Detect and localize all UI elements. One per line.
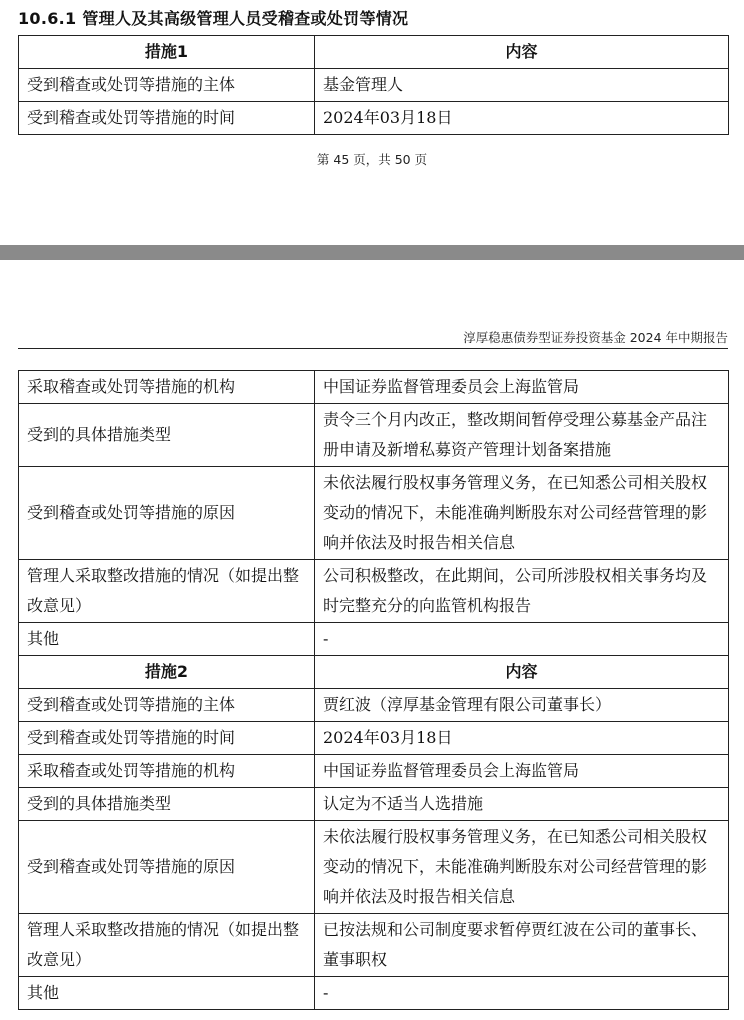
row-value: - (315, 623, 729, 656)
row-value: 责令三个月内改正，整改期间暂停受理公募基金产品注册申请及新增私募资产管理计划备案措施 (315, 404, 729, 467)
table-row (19, 560, 729, 623)
row-label: 受到的具体措施类型 (19, 788, 315, 821)
row-label: 受到稽查或处罚等措施的主体 (19, 689, 315, 722)
table-row (19, 69, 729, 102)
row-label: 受到稽查或处罚等措施的原因 (19, 467, 315, 560)
measure2-header: 措施2 (19, 656, 315, 689)
measure1-header: 措施1 (19, 36, 315, 69)
measure-table-part2 (18, 370, 729, 1010)
row-label: 采取稽查或处罚等措施的机构 (19, 755, 315, 788)
row-label: 其他 (19, 977, 315, 1010)
row-value: 未依法履行股权事务管理义务，在已知悉公司相关股权变动的情况下，未能准确判断股东对公司经营管理的影响并依法及时报告相关信息 (315, 821, 729, 914)
table-row (19, 722, 729, 755)
table-row (19, 102, 729, 135)
table-row (19, 689, 729, 722)
row-value: 中国证券监督管理委员会上海监管局 (315, 755, 729, 788)
row-label: 采取稽查或处罚等措施的机构 (19, 371, 315, 404)
table-header-row (19, 36, 729, 69)
table-row (19, 404, 729, 467)
table-row (19, 977, 729, 1010)
table-row (19, 371, 729, 404)
section-title: 10.6.1 管理人及其高级管理人员受稽查或处罚等情况 (18, 9, 409, 28)
table-row (19, 623, 729, 656)
row-value: 基金管理人 (315, 69, 729, 102)
row-label: 受到稽查或处罚等措施的主体 (19, 69, 315, 102)
table-row (19, 788, 729, 821)
page-separator (0, 245, 744, 260)
page-number: 第 45 页，共 50 页 (316, 152, 428, 167)
report-header: 淳厚稳惠债券型证券投资基金 2024 年中期报告 (463, 330, 728, 345)
content-header: 内容 (315, 656, 729, 689)
table-row (19, 755, 729, 788)
content-header: 内容 (315, 36, 729, 69)
row-value: 贾红波（淳厚基金管理有限公司董事长） (315, 689, 729, 722)
row-value: 未依法履行股权事务管理义务，在已知悉公司相关股权变动的情况下，未能准确判断股东对公司经营管理的影响并依法及时报告相关信息 (315, 467, 729, 560)
page-45 (0, 0, 744, 245)
header-rule (18, 348, 728, 349)
row-value: 公司积极整改，在此期间，公司所涉股权相关事务均及时完整充分的向监管机构报告 (315, 560, 729, 623)
table-header-row (19, 656, 729, 689)
row-label: 其他 (19, 623, 315, 656)
table-row (19, 467, 729, 560)
row-value: 2024年03月18日 (315, 102, 729, 135)
row-label: 受到稽查或处罚等措施的时间 (19, 102, 315, 135)
table-row (19, 914, 729, 977)
row-label: 管理人采取整改措施的情况（如提出整改意见） (19, 914, 315, 977)
row-value: 认定为不适当人选措施 (315, 788, 729, 821)
table-row (19, 821, 729, 914)
row-value: - (315, 977, 729, 1010)
row-value: 已按法规和公司制度要求暂停贾红波在公司的董事长、董事职权 (315, 914, 729, 977)
row-label: 受到的具体措施类型 (19, 404, 315, 467)
row-label: 受到稽查或处罚等措施的原因 (19, 821, 315, 914)
row-value: 中国证券监督管理委员会上海监管局 (315, 371, 729, 404)
measure1-table-part1 (18, 35, 729, 135)
page-46 (0, 260, 744, 1020)
row-value: 2024年03月18日 (315, 722, 729, 755)
row-label: 管理人采取整改措施的情况（如提出整改意见） (19, 560, 315, 623)
row-label: 受到稽查或处罚等措施的时间 (19, 722, 315, 755)
